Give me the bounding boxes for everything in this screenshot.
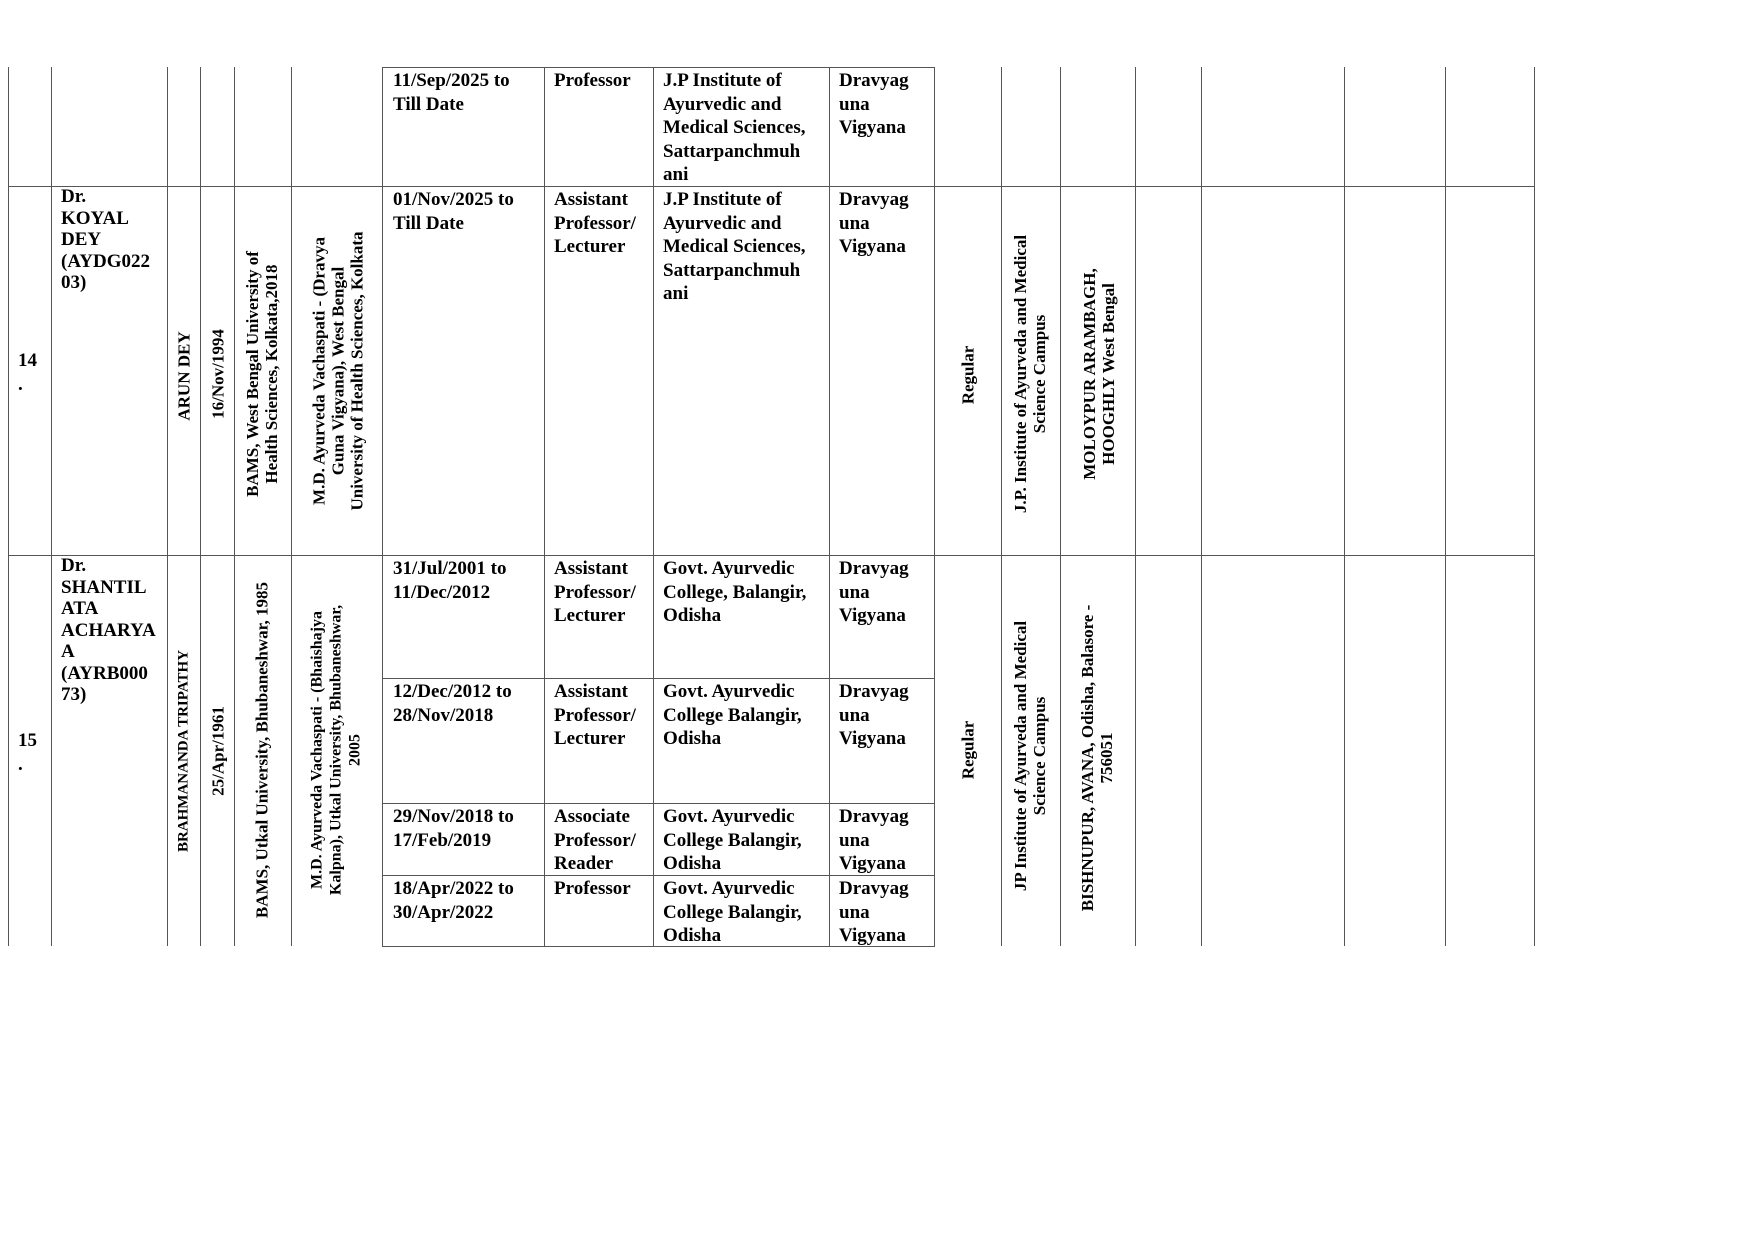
row-14-date-of-birth: 16/Nov/1994 [208, 329, 228, 419]
row-14-exp-designation: Assistant Professor/ Lecturer [554, 189, 636, 257]
row-15-exp-2-department: Dravyag una Vigyana [839, 681, 909, 749]
row-15-exp-2-institution: Govt. Ayurvedic College Balangir, Odisha [663, 681, 802, 749]
col-rule [1135, 67, 1136, 946]
row-15-exp-3-designation: Associate Professor/ Reader [554, 806, 636, 874]
row-15-exp-4-department: Dravyag una Vigyana [839, 878, 909, 946]
continuation-designation-cell: Professor [554, 70, 631, 91]
col-rule [544, 67, 545, 946]
row-14-exp-department: Dravyag una Vigyana [839, 189, 909, 257]
row-14-father-name: ARUN DEY [174, 331, 194, 421]
row-14-pg-qualification: M.D. Ayurveda Vachaspati - (Dravya Guna Vigyana), West Bengal University of Health Sciences, Kolkata [309, 231, 367, 511]
row-14-appointment-type: Regular [958, 345, 978, 405]
col-rule [1534, 67, 1535, 946]
row-15-name: Dr. SHANTIL ATA ACHARYA A (AYRB000 73) [61, 555, 156, 705]
col-rule [1445, 67, 1446, 946]
col-rule [51, 67, 52, 946]
row-15-exp-1-date: 31/Jul/2001 to 11/Dec/2012 [393, 558, 507, 603]
col-rule [829, 67, 830, 946]
row-14-serial-number: 14 . [18, 350, 37, 395]
col-rule [382, 67, 383, 946]
row-15-exp-1-designation: Assistant Professor/ Lecturer [554, 558, 636, 626]
col-rule [8, 67, 9, 946]
row-15-exp-2-date: 12/Dec/2012 to 28/Nov/2018 [393, 681, 512, 726]
col-rule [653, 67, 654, 946]
row-rule [382, 67, 935, 68]
row-15-exp-4-designation: Professor [554, 878, 631, 899]
row-15-exp-3-date: 29/Nov/2018 to 17/Feb/2019 [393, 806, 514, 851]
row-15-date-of-birth: 25/Apr/1961 [208, 706, 228, 796]
row-15-exp-4-date: 18/Apr/2022 to 30/Apr/2022 [393, 878, 514, 923]
row-14-exp-date: 01/Nov/2025 to Till Date [393, 189, 514, 234]
col-rule [1344, 67, 1345, 946]
row-14-address: MOLOYPUR ARAMBAGH, HOOGHLY West Bengal [1080, 268, 1118, 480]
row-15-exp-2-designation: Assistant Professor/ Lecturer [554, 681, 636, 749]
row-rule [382, 803, 935, 804]
row-14-exp-institution: J.P Institute of Ayurvedic and Medical Sciences, Sattarpanchmuh ani [663, 189, 806, 304]
row-14-name: Dr. KOYAL DEY (AYDG022 03) [61, 186, 151, 293]
row-15-exp-4-institution: Govt. Ayurvedic College Balangir, Odisha [663, 878, 802, 946]
row-15-address: BISHNUPUR, AVANA, Odisha, Balasore - 756051 [1078, 604, 1116, 912]
col-rule [1001, 67, 1002, 946]
col-rule [200, 67, 201, 946]
row-14-college: J.P. Institute of Ayurveda and Medical Science Campus [1011, 234, 1049, 514]
continuation-institution-cell: J.P Institute of Ayurvedic and Medical Sciences, Sattarpanchmuh ani [663, 70, 806, 185]
row-15-appointment-type: Regular [958, 720, 978, 780]
row-rule [382, 678, 935, 679]
col-rule [291, 67, 292, 946]
row-15-college: JP Institute of Ayurveda and Medical Science Campus [1011, 620, 1049, 892]
row-14-ug-qualification: BAMS, West Bengal University of Health Sciences, Kolkata,2018 [243, 251, 281, 497]
col-rule [167, 67, 168, 946]
row-15-ug-qualification: BAMS, Utkal University, Bhubaneshwar, 1985 [252, 581, 272, 919]
row-15-exp-3-institution: Govt. Ayurvedic College Balangir, Odisha [663, 806, 802, 874]
col-rule [1201, 67, 1202, 946]
continuation-department-cell: Dravyag una Vigyana [839, 70, 909, 138]
row-15-exp-1-institution: Govt. Ayurvedic College, Balangir, Odisha [663, 558, 807, 626]
col-rule [234, 67, 235, 946]
row-15-exp-3-department: Dravyag una Vigyana [839, 806, 909, 874]
col-rule [1060, 67, 1061, 946]
row-15-pg-qualification: M.D. Ayurveda Vachaspati - (Bhaishajya Kalpna), Utkal University, Bhubaneshwar, 2005 [308, 604, 364, 896]
row-rule [8, 555, 1535, 556]
row-15-father-name: BRAHMANANDA TRIPATHY [175, 649, 192, 853]
col-rule [934, 67, 935, 946]
row-15-serial-number: 15 . [18, 730, 37, 775]
row-15-exp-1-department: Dravyag una Vigyana [839, 558, 909, 626]
continuation-date-cell: 11/Sep/2025 to Till Date [393, 70, 510, 115]
